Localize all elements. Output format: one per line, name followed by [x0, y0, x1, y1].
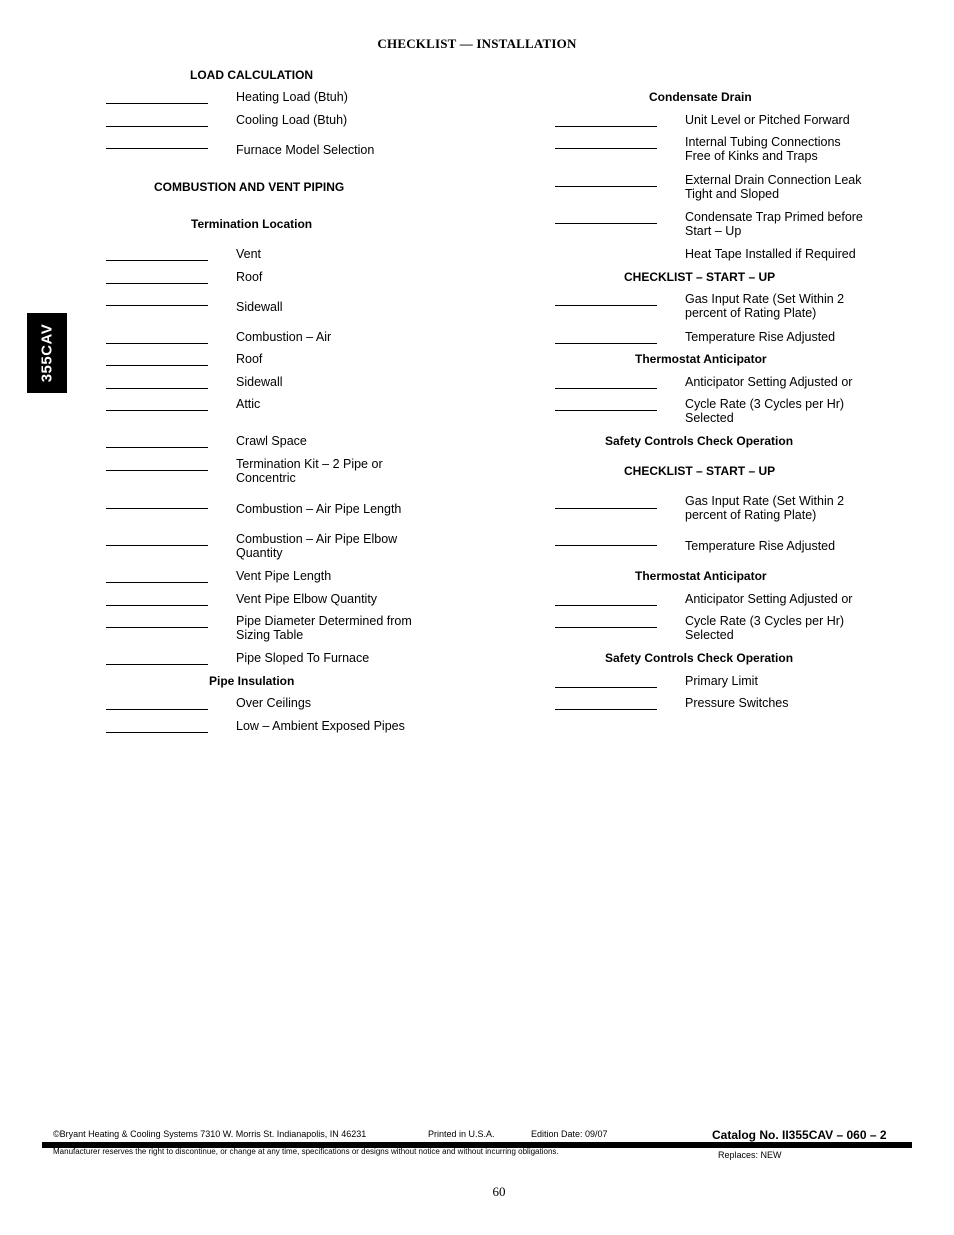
blank-line[interactable]	[555, 545, 657, 546]
gas-input-item: Gas Input Rate (Set Within 2 percent of Rating Plate)	[685, 292, 845, 320]
air-pipe-elbow-item: Combustion – Air Pipe Elbow Quantity	[236, 532, 398, 560]
temp-rise-item: Temperature Rise Adjusted	[685, 539, 836, 553]
temp-rise-item: Temperature Rise Adjusted	[685, 330, 836, 344]
blank-line[interactable]	[555, 410, 657, 411]
internal-tubing-item: Internal Tubing Connections Free of Kinks and Traps	[685, 135, 841, 163]
blank-line[interactable]	[555, 148, 657, 149]
blank-line[interactable]	[555, 343, 657, 344]
crawl-space-item: Crawl Space	[236, 434, 307, 448]
footer-replaces: Replaces: NEW	[718, 1150, 782, 1160]
vent-pipe-length-item: Vent Pipe Length	[236, 569, 332, 583]
blank-line[interactable]	[555, 605, 657, 606]
anticipator-setting-item: Anticipator Setting Adjusted or	[685, 375, 853, 389]
sidewall-item: Sidewall	[236, 300, 283, 314]
blank-line[interactable]	[555, 508, 657, 509]
blank-line[interactable]	[555, 186, 657, 187]
blank-line[interactable]	[555, 126, 657, 127]
blank-line[interactable]	[555, 709, 657, 710]
pipe-sloped-item: Pipe Sloped To Furnace	[236, 651, 370, 665]
condensate-trap-item: Condensate Trap Primed before Start – Up	[685, 210, 863, 238]
attic-item: Attic	[236, 397, 261, 411]
page-title: CHECKLIST — INSTALLATION	[377, 36, 577, 51]
anticipator-setting-item: Anticipator Setting Adjusted or	[685, 592, 853, 606]
footer-edition: Edition Date: 09/07	[531, 1129, 608, 1139]
furnace-model-item: Furnace Model Selection	[236, 143, 375, 157]
footer-company: ©Bryant Heating & Cooling Systems 7310 W. Morris St. Indianapolis, IN 46231	[53, 1129, 367, 1139]
pipe-diameter-item: Pipe Diameter Determined from Sizing Table	[236, 614, 412, 642]
footer-printed: Printed in U.S.A.	[428, 1129, 495, 1139]
safety-controls-heading: Safety Controls Check Operation	[605, 651, 794, 665]
cycle-rate-item: Cycle Rate (3 Cycles per Hr) Selected	[685, 614, 845, 642]
combustion-vent-heading: COMBUSTION AND VENT PIPING	[154, 180, 345, 194]
cooling-load-item: Cooling Load (Btuh)	[236, 113, 348, 127]
combustion-air-item: Combustion – Air	[236, 330, 332, 344]
heating-load-item: Heating Load (Btuh)	[236, 90, 348, 104]
thermostat-anticipator-heading: Thermostat Anticipator	[635, 569, 767, 583]
vent-item: Vent	[236, 247, 262, 261]
safety-controls-heading: Safety Controls Check Operation	[605, 434, 794, 448]
gas-input-item: Gas Input Rate (Set Within 2 percent of Rating Plate)	[685, 494, 845, 522]
sidewall-item: Sidewall	[236, 375, 283, 389]
termination-kit-item: Termination Kit – 2 Pipe or Concentric	[236, 457, 383, 485]
footer-disclaimer: Manufacturer reserves the right to discontinue, or change at any time, specifications or designs without notice and without incurring obligations.	[53, 1147, 559, 1156]
air-pipe-length-item: Combustion – Air Pipe Length	[236, 502, 402, 516]
thermostat-anticipator-heading: Thermostat Anticipator	[635, 352, 767, 366]
pressure-switches-item: Pressure Switches	[685, 696, 789, 710]
roof-item: Roof	[236, 270, 263, 284]
cycle-rate-item: Cycle Rate (3 Cycles per Hr) Selected	[685, 397, 845, 425]
catalog-number: Catalog No. II355CAV – 060 – 2	[712, 1128, 887, 1142]
blank-line[interactable]	[555, 223, 657, 224]
primary-limit-item: Primary Limit	[685, 674, 758, 688]
blank-line[interactable]	[555, 687, 657, 688]
roof-item: Roof	[236, 352, 263, 366]
vent-pipe-elbow-item: Vent Pipe Elbow Quantity	[236, 592, 378, 606]
startup-heading: CHECKLIST – START – UP	[624, 270, 776, 284]
page-number: 60	[492, 1184, 506, 1199]
condensate-drain-heading: Condensate Drain	[649, 90, 752, 104]
heat-tape-item: Heat Tape Installed if Required	[685, 247, 856, 261]
termination-location-heading: Termination Location	[191, 217, 313, 231]
unit-level-item: Unit Level or Pitched Forward	[685, 113, 850, 127]
blank-line[interactable]	[555, 388, 657, 389]
external-drain-item: External Drain Connection Leak Tight and Sloped	[685, 173, 862, 201]
blank-line[interactable]	[555, 305, 657, 306]
blank-line[interactable]	[555, 627, 657, 628]
load-calculation-heading: LOAD CALCULATION	[190, 68, 314, 82]
startup-heading: CHECKLIST – START – UP	[624, 464, 776, 478]
pipe-insulation-heading: Pipe Insulation	[209, 674, 295, 688]
over-ceilings-item: Over Ceilings	[236, 696, 312, 710]
low-ambient-item: Low – Ambient Exposed Pipes	[236, 719, 405, 733]
side-tab-label: 355CAV	[38, 323, 56, 383]
